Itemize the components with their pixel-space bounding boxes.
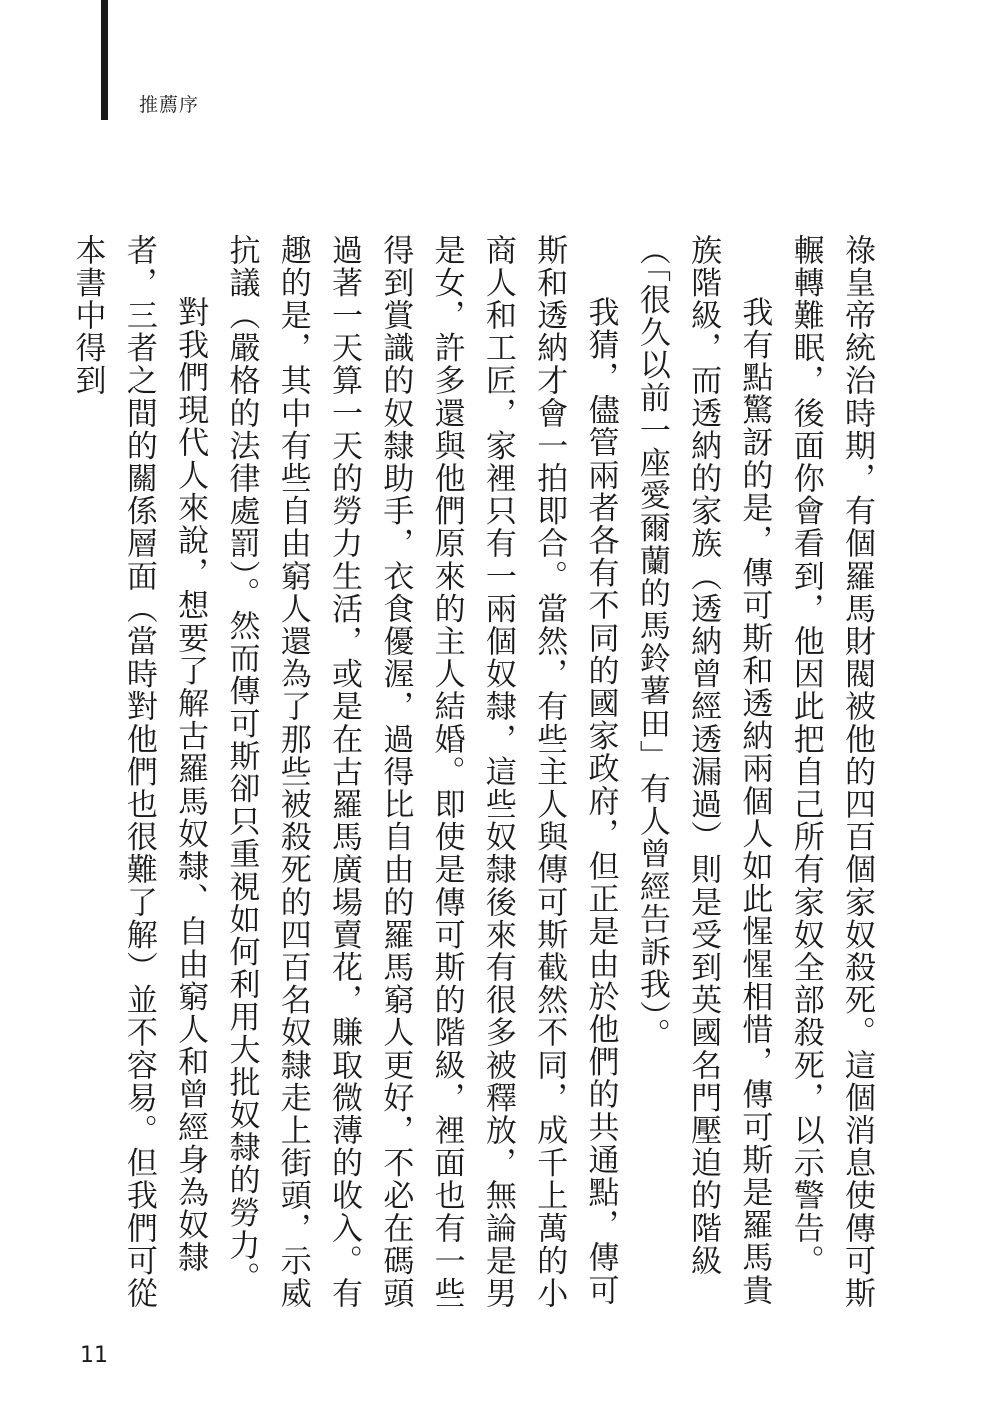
paragraph: 我猜，儘管兩者各有不同的國家政府，但正是由於他們的共通點，傳可斯和透納才會一拍即合。當然，有些主人與傳可斯截然不同，成千上萬的小商人和工匠，家裡只有一兩個奴隸，這些奴隸後來有很多被釋放，無論是男是女，許多還與他們原來的主人結婚。即使是傳可斯的階級，裡面也有一些得到賞識的奴隸助手，衣食優渥，過得比自由的羅馬窮人更好，不必在碼頭過著一天算一天的勞力生活，或是在古羅馬廣場賣花，賺取微薄的收入。有趣的是，其中有些自由窮人還為了那些被殺死的四百名奴隸走上街頭，示威抗議（嚴格的法律處罰）。然而傳可斯卻只重視如何利用大批奴隸的勞力。 [223,234,619,1310]
header-rule [101,0,108,120]
paragraph: 我有點驚訝的是，傳可斯和透納兩個人如此惺惺相惜，傳可斯是羅馬貴族階級，而透納的家族（透納曾經透漏過）則是受到英國名門壓迫的階級（「很久以前一座愛爾蘭的馬鈴薯田」有人曾經告訴我）。 [633,234,773,1307]
section-title: 推薦序 [139,94,200,116]
page-number: 11 [80,1343,108,1368]
paragraph: 祿皇帝統治時期，有個羅馬財閥被他的四百個家奴殺死。這個消息使傳可斯輾轉難眠，後面你會看到，他因此把自己所有家奴全部殺死，以示警告。 [787,234,875,1310]
body-text [69,234,882,1334]
paragraph: 對我們現代人來說，想要了解古羅馬奴隸、自由窮人和曾經身為奴隸者，三者之間的關係層面（當時對他們也很難了解）並不容易。但我們可從本書中得到 [69,234,209,1310]
